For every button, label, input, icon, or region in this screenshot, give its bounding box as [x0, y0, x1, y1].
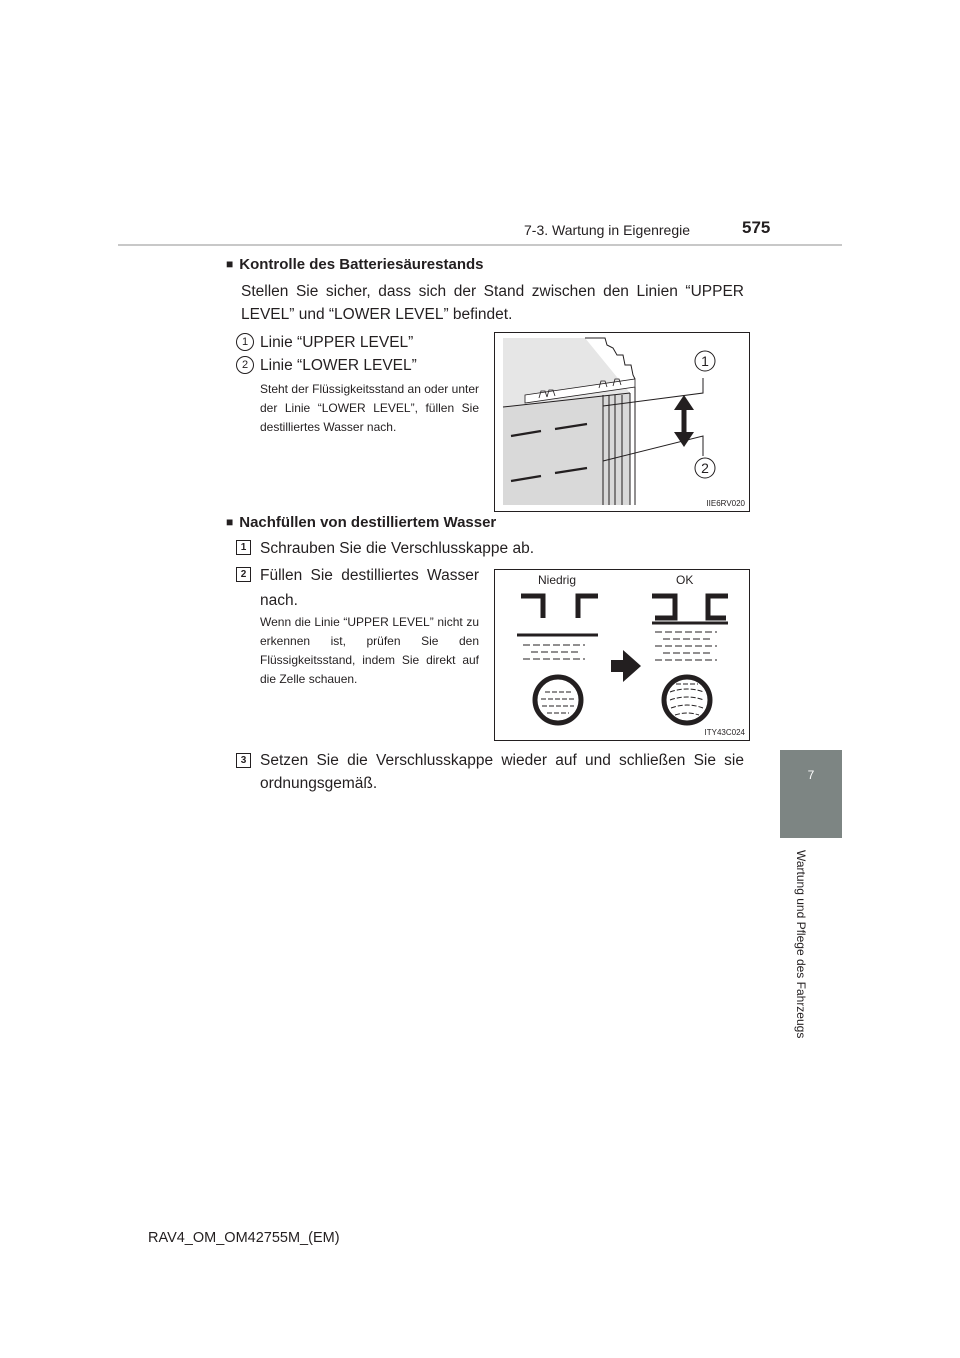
page-number: 575 — [742, 218, 771, 237]
step-text-2: Füllen Sie destilliertes Wasser nach. — [260, 567, 479, 609]
figure-code: IIE6RV020 — [706, 499, 745, 508]
section-heading-refill: ■ Nachfüllen von destilliertem Wasser — [226, 514, 497, 531]
refill-figure — [494, 569, 750, 741]
section-heading-battery-level: ■ Kontrolle des Batteriesäurestands — [226, 256, 484, 273]
label-ok: OK — [676, 573, 694, 587]
chapter-number: 7 — [807, 768, 815, 782]
step-text-3: Setzen Sie die Verschlusskappe wieder auf und schließen Sie sie ordnungsgemäß. — [260, 752, 744, 792]
figure-callout-2: 2 — [701, 460, 709, 476]
step-number-1: 1 — [236, 540, 251, 555]
label-low: Niedrig — [538, 573, 577, 587]
square-bullet-icon: ■ — [226, 257, 234, 271]
item-label-lower: Linie “LOWER LEVEL” — [260, 357, 417, 374]
refill-illustration — [495, 570, 749, 740]
battery-level-figure — [494, 332, 750, 512]
figure-code: ITY43C024 — [704, 728, 745, 737]
battery-illustration — [495, 333, 749, 511]
callout-marker-1: 1 — [236, 333, 254, 351]
step-number-2: 2 — [236, 567, 251, 582]
square-bullet-icon: ■ — [226, 515, 234, 529]
header-rule — [118, 244, 842, 246]
figure-callout-1: 1 — [701, 353, 709, 369]
callout-marker-2: 2 — [236, 356, 254, 374]
running-header-section: 7-3. Wartung in Eigenregie — [524, 222, 691, 238]
item-label-upper: Linie “UPPER LEVEL” — [260, 334, 414, 351]
section-intro: Stellen Sie sicher, dass sich der Stand zwischen den Linien “UPPER LEVEL” und “LOWER LEVEL” befindet. — [241, 283, 744, 323]
chapter-tab — [780, 750, 842, 838]
step2-note: Wenn die Linie “UPPER LEVEL” nicht zu erkennen ist, prüfen Sie den Flüssigkeitsstand, indem Sie direkt auf die Zelle schauen. — [260, 615, 479, 686]
step-number-3: 3 — [236, 753, 251, 768]
chapter-title: Wartung und Pflege des Fahrzeugs — [794, 850, 808, 1039]
step-text-1: Schrauben Sie die Verschlusskappe ab. — [260, 540, 535, 557]
level-note: Steht der Flüssigkeitsstand an oder unter der Linie “LOWER LEVEL”, füllen Sie destilliertes Wasser nach. — [260, 382, 479, 434]
document-code: RAV4_OM_OM42755M_(EM) — [148, 1230, 340, 1246]
